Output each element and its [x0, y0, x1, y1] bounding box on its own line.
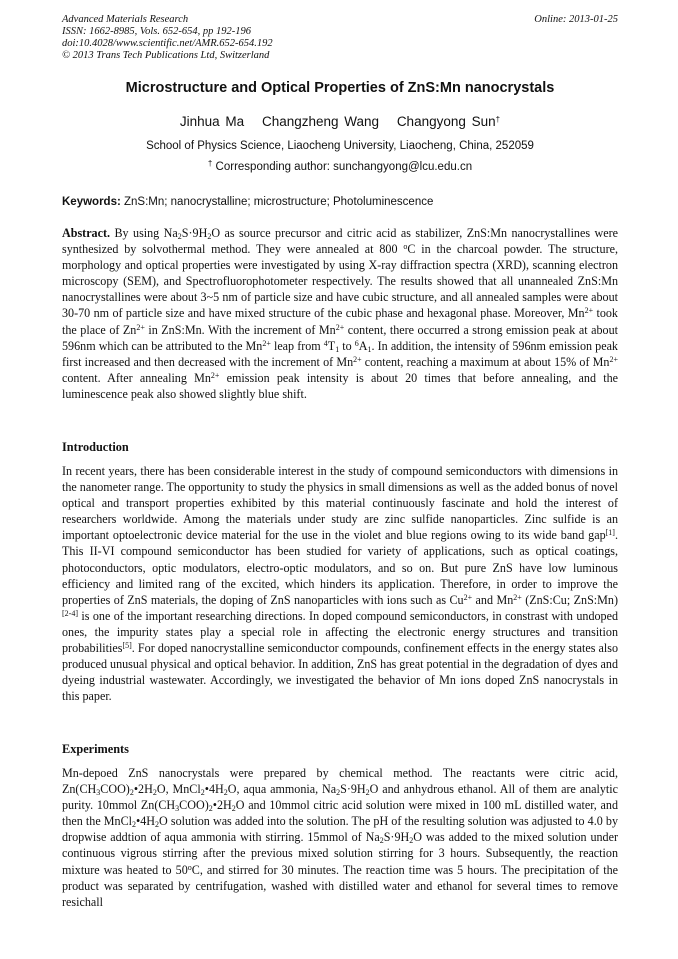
- copyright-line: © 2013 Trans Tech Publications Ltd, Switzerland: [62, 50, 270, 61]
- corresponding-author: [62, 161, 618, 173]
- experiments-body: Mn-depoed ZnS nanocrystals were prepared by chemical method. The reactants were citric acid, $Zn(CH_3COO)_2•2H_2O$, $MnCl_2•4H_2O$, aqua ammonia, $Na_2S\cdot 9H_2O$ and anhydrous ethanol. All of them are analytic purity. 10mmol $Zn(CH_3COO)_2•2H_2O$ and 10mmol citric acid solution were mixed in 100 mL distilled water, and then the $MnCl_2•4H_2O$ solution was added into the solution. The pH of the resulting solution was adjusted to 4.0 by dropwise addtion of aqua ammonia with stirring. 15mmol of $Na_2S\cdot 9H_2O$ was added to the mixed solution under continuous vigrous stirring after the previous mixed solution stirring for 3 hours. Subsequently, the reaction mixture was heated to 50$^o$C, and stirred for 30 minutes. The reaction time was 5 hours. The precipitation of the product was separated by centrifugation, washed with distilled water and ethanol for several times to remove resichall: [62, 766, 619, 909]
- dagger-mark: †: [207, 159, 213, 168]
- online-date: Online: 2013-01-25: [534, 14, 618, 25]
- corresponding-text: Corresponding author: sunchangyong@lcu.edu.cn: [215, 161, 473, 173]
- abstract: Abstract. By using $Na_2S\cdot 9H_2O$ as source precursor and citric acid as stabilizer, ZnS:Mn nanocrystallines were synthesized by solvothermal method. They were annealed at 800 $^o$C in the charcoal powder. The structure, morphology and optical properties were investigated by using X-ray diffraction spectra (XRD), scanning electron microscopy (SEM), and Spectrofluorophotometer respectively. The results showed that all unannealed ZnS:Mn nanocrystallines were about 3~5 nm of particle size and have cubic structure, and all annealed samples were about 30-70 nm of particle size and have mixed structure of the cubic phase and hexagonal phase. Moreover, $Mn^{2+}$ took the place of $Zn^{2+}$ in ZnS:Mn. With the increment of $Mn^{2+}$ content, there occurred a strong emission peak at about 596nm which can be attributed to the $Mn^{2+}$ leap from $^4T_1$ to $^6A_1$. In addition, the intensity of 596nm emission peak first increased and then decreased with the increment of $Mn^{2+}$ content, reaching a maximum at about 15% of $Mn^{2+}$ content. After annealing $Mn^{2+}$ emission peak intensity is about 20 times that before annealing, and the luminescence peak also showed slightly blue shift.: [62, 226, 618, 401]
- abstract-label: Abstract.: [62, 226, 111, 240]
- doi-line: doi:10.4028/www.scientific.net/AMR.652-654.192: [62, 38, 273, 49]
- keywords-label: Keywords:: [62, 196, 121, 208]
- keywords-text: ZnS:Mn; nanocrystalline; microstructure; Photoluminescence: [124, 196, 434, 208]
- introduction-body: In recent years, there has been considerable interest in the study of compound semiconductors with dimensions in the nanometer range. The opportunity to study the physics in small dimensions as well as the added bonus of novel optical and transport properties exhibited by this material continuously fascinate and hold the interest of researchers worldwide. Among the materials under study are zinc sulfide nanoparticles. Zinc sulfide is an important optoelectronic device material for the use in the violet and blue regions owing to its wide band gap[1]. This II-VI compound semiconductor has been studied for variety of applications, such as optical coatings, photoconductors, optic modulators, electro-optic modulators, and so on. But pure ZnS have low luminous efficiency and limited rang of the excited, which hinders its application. Therefore, in order to improve the properties of ZnS materials, the doping of ZnS nanoparticles with ions such as $Cu^{2+}$ and $Mn^{2+}$ (ZnS:Cu; ZnS:Mn)[2-4] is one of the important researching directions. In doped compound semiconductors, in constrast with undoped ones, the impurity states play a special role in affecting the electronic energy structures and transition probabilities[5]. For doped nanocrystalline semiconductor compounds, confinement effects in the energy states also produced unusual physical and optical behavior. In addition, ZnS has great potential in the degradation of dyes and dyeing industrial wastewater. Accordingly, we investigated the behavior of Mn ions doped ZnS nanocrystals in this paper.: [62, 464, 618, 704]
- author-list: [62, 114, 618, 129]
- dagger-mark: †: [495, 115, 501, 124]
- experiments-heading: Experiments: [62, 742, 129, 756]
- journal-name: Advanced Materials Research: [62, 14, 189, 25]
- author-name: Jinhua Ma: [179, 114, 245, 129]
- paper-title: Microstructure and Optical Properties of ZnS:Mn nanocrystals: [125, 80, 555, 96]
- author-name: Changzheng Wang: [261, 114, 380, 129]
- author-name: Changyong Sun: [396, 114, 496, 129]
- issn-line: ISSN: 1662-8985, Vols. 652-654, pp 192-196: [62, 26, 251, 37]
- introduction-heading: Introduction: [62, 440, 129, 454]
- affiliation: School of Physics Science, Liaocheng University, Liaocheng, China, 252059: [146, 140, 534, 152]
- journal-header: [62, 14, 618, 62]
- keywords: [62, 196, 618, 208]
